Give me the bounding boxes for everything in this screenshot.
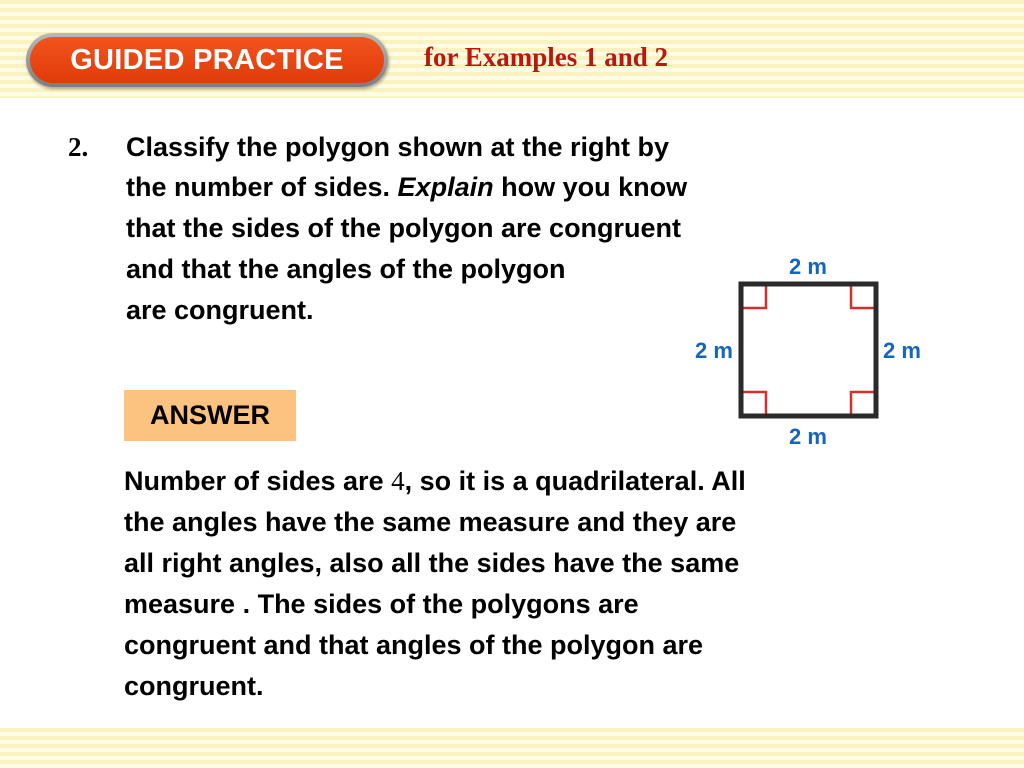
question-line-2-end: how you know bbox=[493, 172, 688, 202]
question-line-4: and that the angles of the polygon bbox=[126, 254, 566, 284]
question-number: 2. bbox=[68, 132, 89, 162]
explain-keyword: Explain bbox=[397, 172, 494, 202]
question-line-2-start: the number of sides. bbox=[126, 172, 398, 202]
examples-reference: for Examples 1 and 2 bbox=[424, 42, 669, 72]
side-label-left: 2 m bbox=[695, 338, 733, 363]
question-line-3: that the sides of the polygon are congruent bbox=[126, 213, 682, 243]
guided-practice-badge bbox=[26, 33, 388, 87]
answer-line-6: congruent. bbox=[124, 671, 264, 701]
question-line-2 bbox=[126, 172, 687, 203]
answer-line-3: all right angles, also all the sides have the same bbox=[124, 548, 740, 578]
side-label-bottom: 2 m bbox=[789, 424, 827, 449]
side-label-right: 2 m bbox=[883, 338, 921, 363]
answer-line-5: congruent and that angles of the polygon are bbox=[124, 630, 704, 660]
answer-line-1-end: , so it is a quadrilateral. All bbox=[404, 466, 746, 496]
square-outline bbox=[741, 284, 876, 416]
answer-line-1-start: Number of sides are bbox=[124, 466, 392, 496]
square-figure bbox=[680, 250, 940, 455]
answer-line-2: the angles have the same measure and they are bbox=[124, 507, 737, 537]
side-label-top: 2 m bbox=[789, 254, 827, 279]
answer-line-4: measure . The sides of the polygons are bbox=[124, 589, 639, 619]
answer-label: ANSWER bbox=[124, 390, 296, 441]
question-line-5: are congruent. bbox=[126, 295, 314, 325]
side-count: 4 bbox=[391, 466, 405, 496]
footer-band bbox=[0, 728, 1024, 768]
question-line-1: Classify the polygon shown at the right by bbox=[126, 132, 670, 162]
guided-practice-label: GUIDED PRACTICE bbox=[30, 37, 384, 83]
answer-line-1 bbox=[124, 466, 746, 497]
